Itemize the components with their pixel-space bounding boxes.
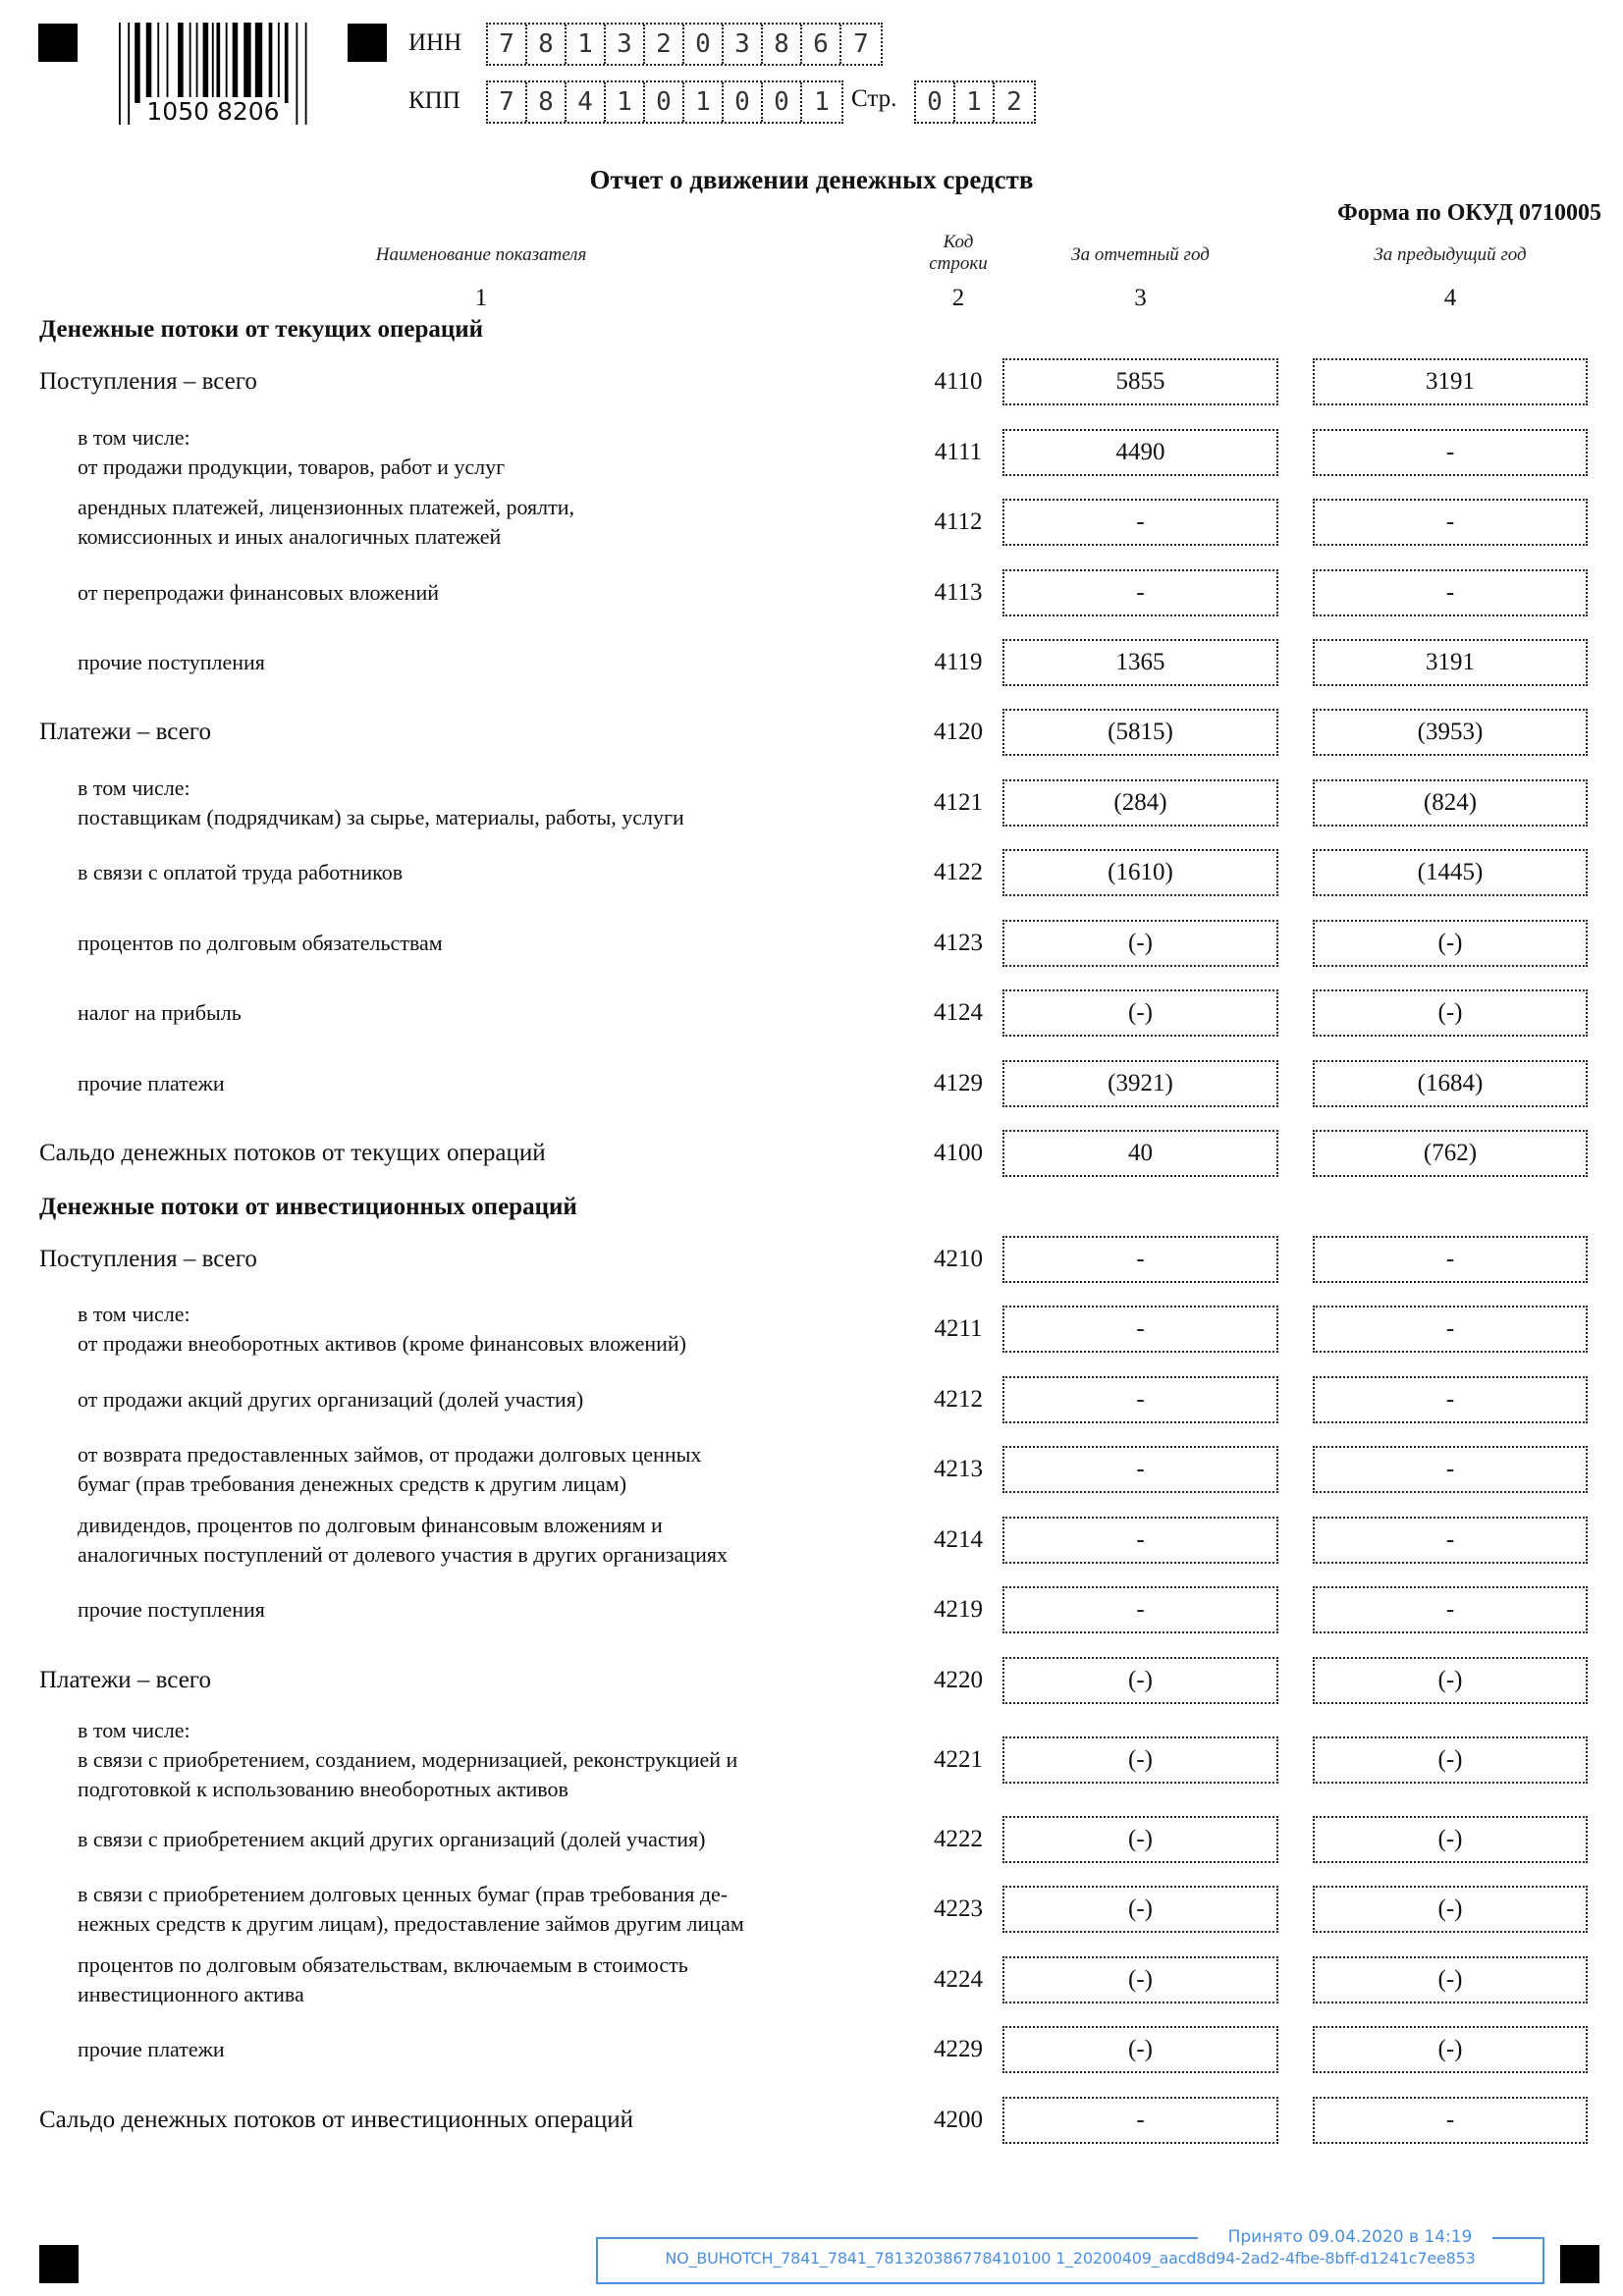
row-label-line: поставщикам (подрядчикам) за сырье, материалы, работы, услуги (78, 805, 684, 829)
digit-cell: 0 (645, 82, 684, 122)
value-current-year: - (1002, 569, 1278, 616)
row-label-line: Платежи – всего (39, 719, 211, 745)
value-current-year: 5855 (1002, 358, 1278, 405)
value-current-year: - (1002, 1376, 1278, 1423)
row-label-line: в том числе: (78, 1718, 190, 1742)
row-label (78, 578, 439, 608)
row-label-line: комиссионных и иных аналогичных платежей (78, 524, 502, 549)
row-code: 4110 (934, 368, 983, 395)
digit-cell: 1 (955, 82, 995, 122)
column-header-current: За отчетный год (1071, 244, 1210, 265)
row-label-line: инвестиционного актива (78, 1982, 304, 2006)
value-current-year: - (1002, 2097, 1278, 2144)
row-label (78, 858, 403, 887)
row-label-line: от продажи акций других организаций (долей участия) (78, 1387, 584, 1412)
value-previous-year: (1684) (1313, 1060, 1588, 1107)
column-number-1: 1 (474, 285, 488, 311)
value-previous-year: (-) (1313, 1736, 1588, 1784)
row-code: 4120 (934, 719, 983, 745)
table-row (0, 1060, 1623, 1107)
barcode-bar (269, 23, 273, 103)
row-code: 4112 (934, 508, 983, 535)
value-previous-year: (762) (1313, 1130, 1588, 1177)
value-current-year: - (1002, 1446, 1278, 1493)
value-previous-year: (1445) (1313, 849, 1588, 896)
row-label (78, 1595, 265, 1625)
value-previous-year: - (1313, 1517, 1588, 1564)
digit-cell: 1 (606, 82, 645, 122)
barcode-bar (203, 23, 209, 103)
table-row (0, 358, 1623, 405)
row-label (78, 493, 574, 552)
value-previous-year: (-) (1313, 1886, 1588, 1933)
page-number-field (914, 80, 1036, 124)
row-label (78, 1950, 688, 2009)
row-label-line: процентов по долговым обязательствам, включаемым в стоимость (78, 1952, 688, 1977)
digit-cell: 0 (724, 82, 763, 122)
row-label-line: подготовкой к использованию внеоборотных активов (78, 1777, 568, 1801)
table-row (0, 1882, 1623, 1936)
row-label-line: от возврата предоставленных займов, от продажи долговых ценных (78, 1442, 702, 1467)
stamp-filename: NO_BUHOTCH_7841_7841_781320386778410100 1_20200409_aacd8d94-2ad2-4fbe-8bff-d1241c7ee853 (665, 2249, 1476, 2268)
section-heading-investing: Денежные потоки от инвестиционных операций (39, 1194, 577, 1220)
row-label-line: Поступления – всего (39, 1246, 257, 1272)
row-label (78, 1511, 728, 1570)
row-label (78, 1069, 225, 1098)
barcode-bar (196, 23, 198, 103)
corner-marker-top-center (348, 24, 387, 62)
table-row (0, 1513, 1623, 1567)
row-code: 4200 (934, 2107, 983, 2133)
value-current-year: - (1002, 1236, 1278, 1283)
digit-cell: 1 (814, 87, 830, 117)
digit-cell: 2 (645, 25, 684, 64)
value-previous-year: - (1313, 429, 1588, 476)
column-header-previous: За предыдущий год (1374, 244, 1527, 265)
row-label-line: в связи с приобретением, созданием, модернизацией, реконструкцией и (78, 1747, 738, 1772)
table-row (0, 1586, 1623, 1633)
value-current-year: - (1002, 1517, 1278, 1564)
row-label (78, 1300, 686, 1359)
digit-cell: 1 (567, 25, 606, 64)
column-header-name: Наименование показателя (375, 244, 587, 265)
table-row (0, 1442, 1623, 1496)
row-label (78, 1880, 744, 1939)
value-current-year: (5815) (1002, 709, 1278, 756)
row-label-line: нежных средств к другим лицам), предоставление займов другим лицам (78, 1911, 744, 1936)
value-current-year: - (1002, 499, 1278, 546)
digit-cell: 8 (527, 82, 567, 122)
row-label (39, 2106, 633, 2135)
barcode-bar (278, 23, 280, 103)
column-header-code-line1: Код (943, 232, 974, 252)
column-number-2: 2 (951, 285, 965, 311)
value-previous-year: - (1313, 1446, 1588, 1493)
row-label (78, 1716, 737, 1804)
row-code: 4124 (934, 999, 983, 1026)
corner-marker-top-left (38, 24, 78, 62)
table-row (0, 849, 1623, 896)
row-label (78, 929, 443, 958)
row-label (78, 1825, 705, 1854)
row-label-line: от продажи продукции, товаров, работ и услуг (78, 454, 506, 479)
row-label-line: прочие платежи (78, 1071, 225, 1095)
digit-cell: 0 (684, 25, 724, 64)
table-row (0, 1376, 1623, 1423)
value-previous-year: - (1313, 1306, 1588, 1353)
barcode-bar (216, 23, 220, 103)
row-label-line: налог на прибыль (78, 1000, 242, 1025)
value-previous-year: - (1313, 569, 1588, 616)
table-row (0, 989, 1623, 1037)
row-code: 4121 (934, 789, 983, 816)
row-code: 4211 (934, 1315, 983, 1342)
row-label (78, 648, 265, 677)
digit-cell: 6 (802, 25, 841, 64)
value-current-year: - (1002, 1306, 1278, 1353)
barcode-bar (226, 23, 228, 103)
row-code: 4212 (934, 1386, 983, 1413)
row-label-line: в связи с приобретением акций других организаций (долей участия) (78, 1827, 706, 1851)
row-label (39, 367, 257, 397)
row-label (78, 423, 505, 482)
value-previous-year: (-) (1313, 920, 1588, 967)
barcode-bar (167, 23, 169, 103)
row-label-line: процентов по долговым обязательствам (78, 931, 443, 955)
row-label-line: прочие поступления (78, 650, 265, 674)
value-current-year: 1365 (1002, 639, 1278, 686)
row-label (39, 1139, 546, 1168)
value-previous-year: (824) (1313, 779, 1588, 827)
row-code: 4213 (934, 1456, 983, 1482)
value-current-year: (1610) (1002, 849, 1278, 896)
value-previous-year: - (1313, 1236, 1588, 1283)
table-row (0, 1816, 1623, 1863)
table-row (0, 1236, 1623, 1283)
value-current-year: (-) (1002, 989, 1278, 1037)
row-label-line: в том числе: (78, 775, 190, 800)
row-label-line: прочие платежи (78, 2037, 225, 2061)
value-previous-year: - (1313, 1376, 1588, 1423)
table-row (0, 495, 1623, 549)
row-code: 4129 (934, 1070, 983, 1096)
row-label-line: дивидендов, процентов по долговым финансовым вложениям и (78, 1513, 663, 1537)
value-current-year: (-) (1002, 1816, 1278, 1863)
row-label (78, 1440, 701, 1499)
row-label-line: бумаг (прав требования денежных средств к другим лицам) (78, 1471, 627, 1496)
digit-cell: 0 (916, 82, 955, 122)
value-previous-year: (-) (1313, 2026, 1588, 2073)
row-code: 4219 (934, 1596, 983, 1623)
row-label (39, 1245, 257, 1274)
value-current-year: (3921) (1002, 1060, 1278, 1107)
row-code: 4210 (934, 1246, 983, 1272)
digit-cell: 0 (763, 82, 802, 122)
value-previous-year: - (1313, 1586, 1588, 1633)
column-header-code (923, 232, 994, 275)
table-row (0, 2097, 1623, 2144)
row-label-line: аналогичных поступлений от долевого участия в других организациях (78, 1542, 728, 1567)
row-code: 4100 (934, 1140, 983, 1166)
digit-cell: 7 (488, 25, 527, 64)
inn-label: ИНН (408, 29, 462, 56)
row-code: 4214 (934, 1526, 983, 1553)
row-label (78, 2035, 225, 2064)
digit-cell: 3 (724, 25, 763, 64)
row-code: 4222 (934, 1826, 983, 1852)
value-previous-year: (3953) (1313, 709, 1588, 756)
row-label-line: Платежи – всего (39, 1667, 211, 1693)
row-code: 4111 (934, 439, 983, 465)
table-row (0, 2026, 1623, 2073)
table-row (0, 775, 1623, 829)
table-row (0, 1130, 1623, 1177)
corner-marker-bottom-left (39, 2245, 79, 2283)
barcode-bar (178, 23, 184, 103)
value-current-year: (-) (1002, 1736, 1278, 1784)
value-previous-year: - (1313, 499, 1588, 546)
value-current-year: (-) (1002, 1886, 1278, 1933)
kpp-label: КПП (408, 87, 460, 114)
value-current-year: (-) (1002, 920, 1278, 967)
row-label-line: от продажи внеоборотных активов (кроме финансовых вложений) (78, 1331, 686, 1356)
table-row (0, 1302, 1623, 1356)
value-previous-year: (-) (1313, 1956, 1588, 2003)
row-code: 4220 (934, 1667, 983, 1693)
row-label-line: Сальдо денежных потоков от инвестиционных операций (39, 2107, 634, 2133)
value-previous-year: (-) (1313, 989, 1588, 1037)
page-label: Стр. (851, 85, 897, 112)
corner-marker-bottom-right (1560, 2245, 1599, 2283)
table-row (0, 1657, 1623, 1704)
value-previous-year: 3191 (1313, 358, 1588, 405)
column-header-code-line2: строки (929, 253, 988, 274)
value-previous-year: 3191 (1313, 639, 1588, 686)
value-current-year: 40 (1002, 1130, 1278, 1177)
digit-cell: 7 (853, 29, 869, 59)
value-current-year: (-) (1002, 2026, 1278, 2073)
row-code: 4119 (934, 649, 983, 675)
inn-field (486, 23, 883, 66)
table-row (0, 425, 1623, 479)
table-row (0, 569, 1623, 616)
kpp-field (486, 80, 843, 124)
digit-cell: 4 (567, 82, 606, 122)
row-label (78, 1385, 583, 1415)
document-title: Отчет о движении денежных средств (589, 165, 1034, 194)
digit-cell: 2 (1006, 87, 1022, 117)
value-previous-year: - (1313, 2097, 1588, 2144)
value-previous-year: (-) (1313, 1816, 1588, 1863)
row-code: 4224 (934, 1966, 983, 1993)
digit-cell: 1 (684, 82, 724, 122)
row-label (39, 718, 211, 747)
value-current-year: (284) (1002, 779, 1278, 827)
column-number-3: 3 (1134, 285, 1147, 311)
barcode-bar (243, 23, 250, 103)
section-heading-operating: Денежные потоки от текущих операций (39, 316, 484, 343)
stamp-accepted-date: Принято 09.04.2020 в 14:19 (1227, 2227, 1473, 2247)
row-label-line: в том числе: (78, 425, 190, 450)
row-code: 4113 (934, 579, 983, 606)
value-current-year: (-) (1002, 1657, 1278, 1704)
table-row (0, 1952, 1623, 2006)
row-label-line: от перепродажи финансовых вложений (78, 580, 439, 605)
table-row (0, 1718, 1623, 1801)
barcode-bar (233, 23, 239, 103)
barcode-bar (135, 23, 140, 103)
value-current-year: - (1002, 1586, 1278, 1633)
column-number-4: 4 (1443, 285, 1457, 311)
row-label-line: Поступления – всего (39, 368, 257, 395)
digit-cell: 3 (606, 25, 645, 64)
row-label-line: в связи с оплатой труда работников (78, 860, 404, 884)
value-current-year: (-) (1002, 1956, 1278, 2003)
barcode-number: 1050 8206 (146, 97, 280, 126)
okud-form-code: Форма по ОКУД 0710005 (1337, 200, 1601, 226)
value-current-year: 4490 (1002, 429, 1278, 476)
row-code: 4229 (934, 2036, 983, 2062)
value-previous-year: (-) (1313, 1657, 1588, 1704)
row-label (39, 1666, 211, 1695)
row-label-line: арендных платежей, лицензионных платежей, роялти, (78, 495, 575, 519)
row-label-line: в связи с приобретением долговых ценных бумаг (прав требования де- (78, 1882, 729, 1906)
row-code: 4122 (934, 859, 983, 885)
row-label-line: прочие поступления (78, 1597, 265, 1622)
barcode-bar (285, 23, 289, 103)
row-label-line: Сальдо денежных потоков от текущих операций (39, 1140, 546, 1166)
barcode-bar (157, 23, 159, 103)
table-row (0, 639, 1623, 686)
barcode-bar (146, 23, 152, 103)
row-code: 4221 (934, 1746, 983, 1773)
row-label-line: в том числе: (78, 1302, 190, 1326)
table-row (0, 709, 1623, 756)
row-label (78, 774, 684, 832)
row-label (78, 998, 242, 1028)
digit-cell: 8 (527, 25, 567, 64)
digit-cell: 8 (763, 25, 802, 64)
barcode-bar (212, 23, 214, 103)
digit-cell: 7 (488, 82, 527, 122)
row-code: 4223 (934, 1896, 983, 1922)
barcode-bar (189, 23, 191, 103)
row-code: 4123 (934, 930, 983, 956)
table-row (0, 920, 1623, 967)
barcode-bar (255, 23, 262, 103)
